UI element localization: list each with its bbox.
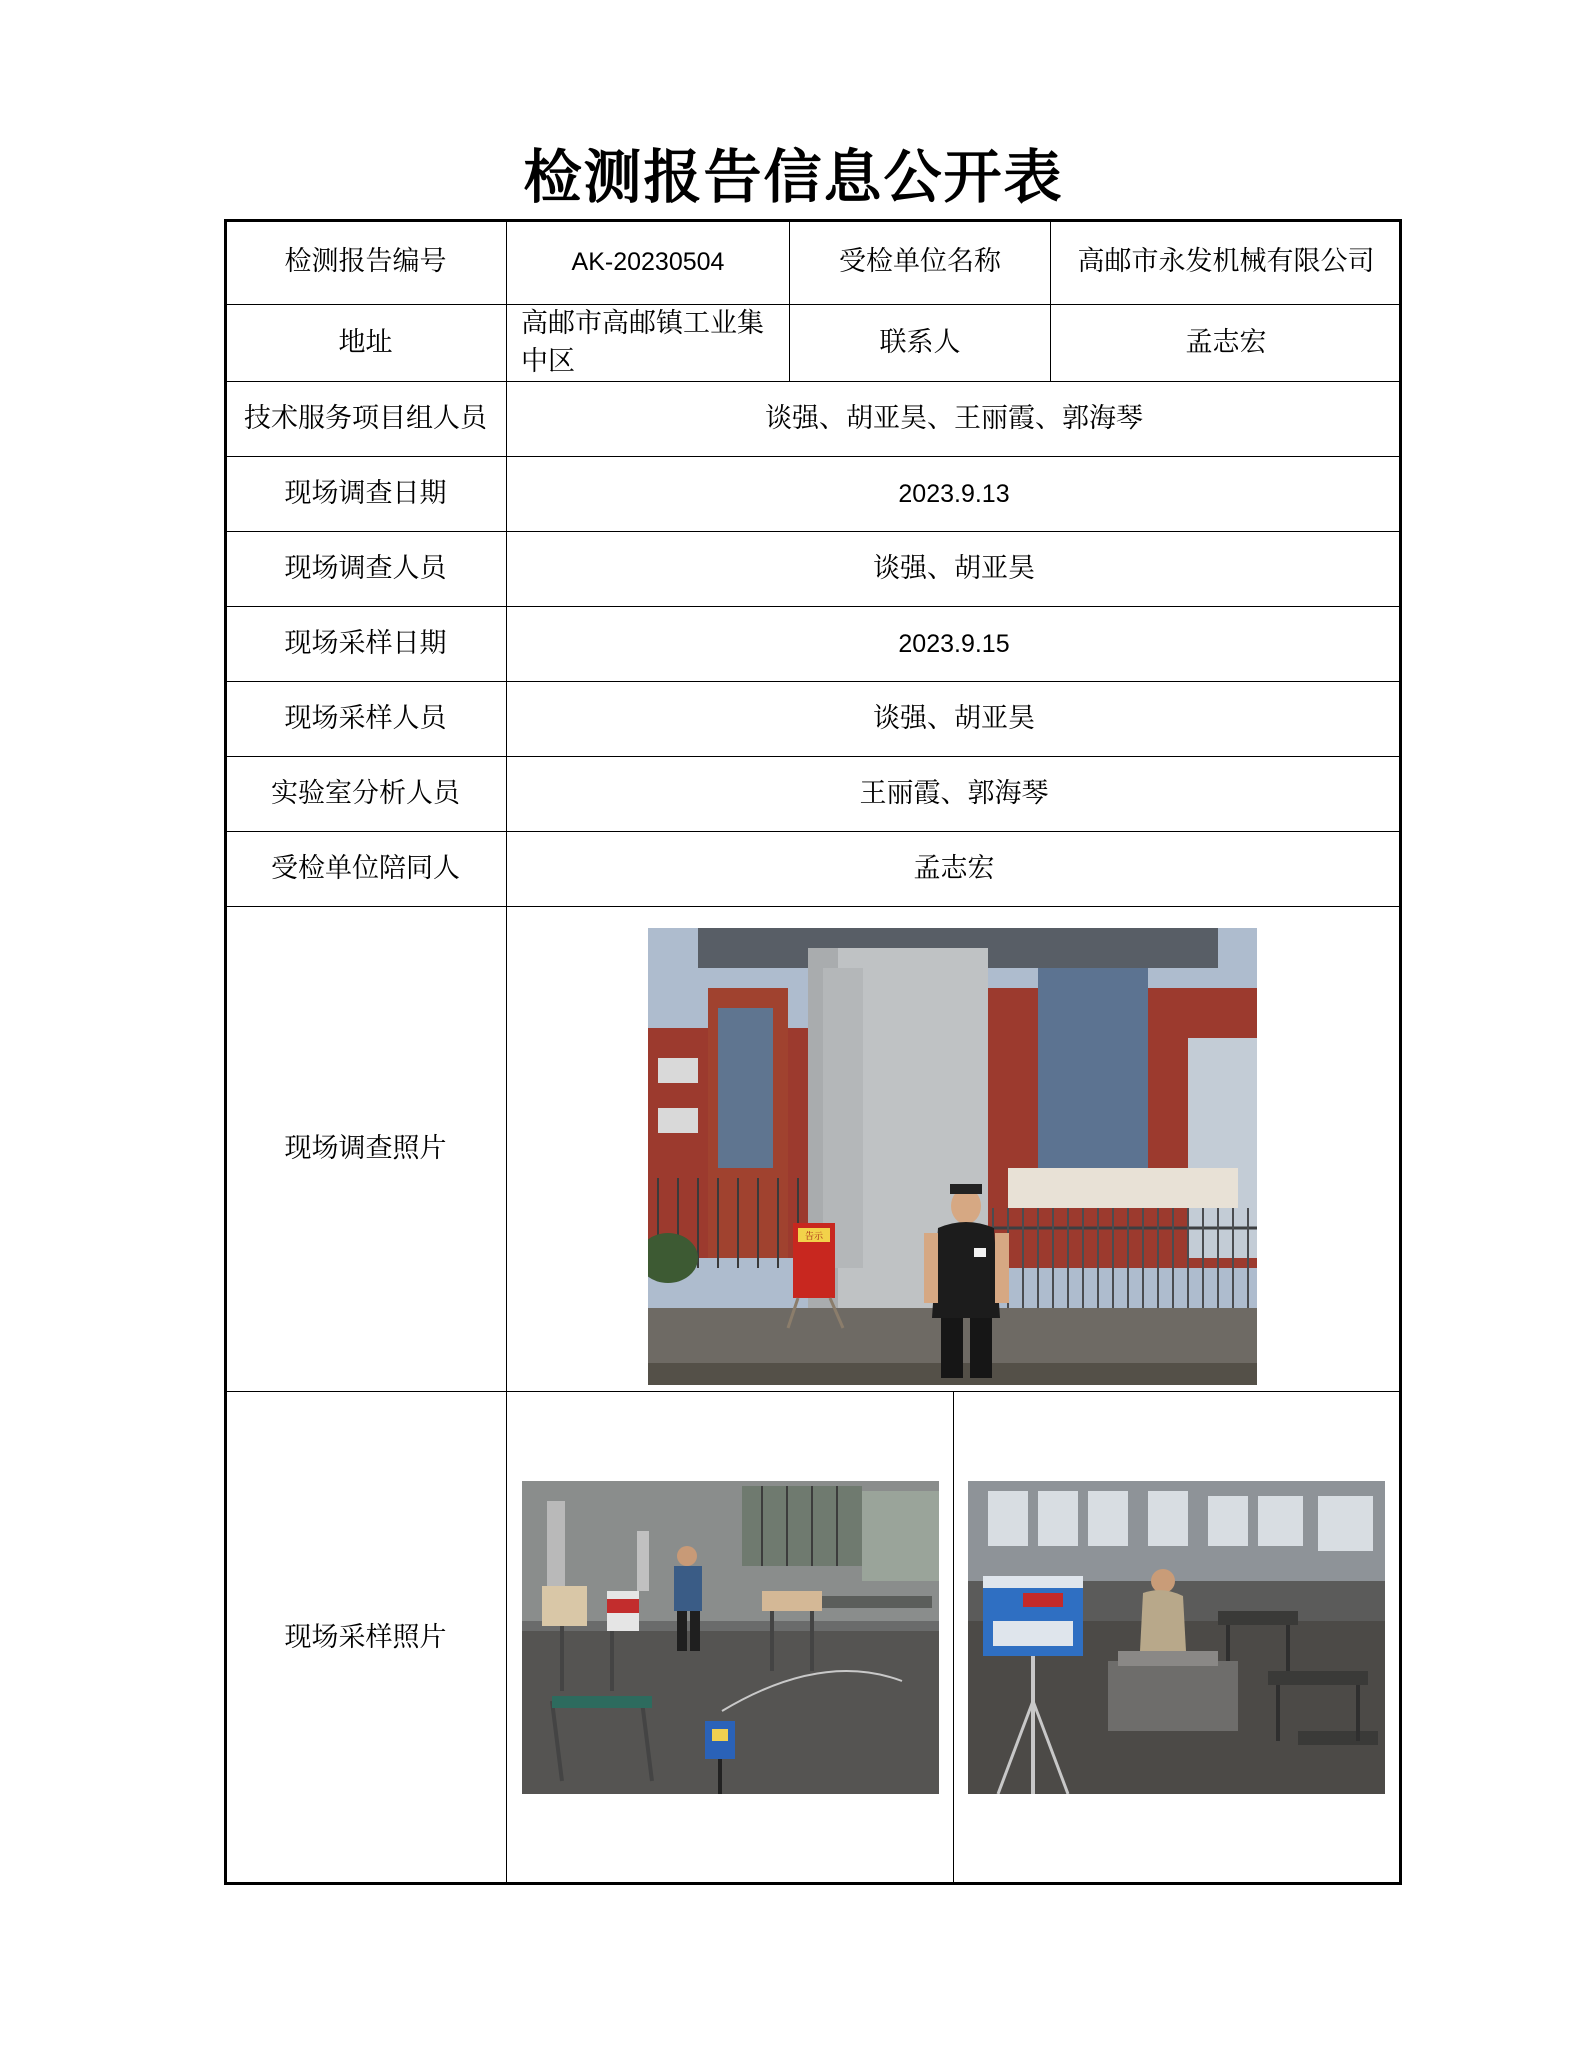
address-value xyxy=(506,304,790,382)
row-label: 技术服务项目组人员 xyxy=(224,381,507,457)
contact-label: 联系人 xyxy=(789,304,1051,382)
row-label: 现场调查人员 xyxy=(224,531,507,607)
row-value: 王丽霞、郭海琴 xyxy=(506,756,1402,832)
row-label: 实验室分析人员 xyxy=(224,756,507,832)
row-label: 现场采样人员 xyxy=(224,681,507,757)
unit-name-value: 高邮市永发机械有限公司 xyxy=(1050,219,1402,305)
survey-photo xyxy=(648,928,1257,1385)
sign-header: 告示 xyxy=(804,1232,824,1242)
address-label: 地址 xyxy=(224,304,507,382)
row-value: 2023.9.15 xyxy=(506,606,1402,682)
row-label: 现场调查日期 xyxy=(224,456,507,532)
report-no-label: 检测报告编号 xyxy=(224,219,507,305)
contact-value: 孟志宏 xyxy=(1050,304,1402,382)
row-value: 孟志宏 xyxy=(506,831,1402,907)
row-value: 2023.9.13 xyxy=(506,456,1402,532)
row-label: 受检单位陪同人 xyxy=(224,831,507,907)
row-value: 谈强、胡亚昊、王丽霞、郭海琴 xyxy=(506,381,1402,457)
report-no-value: AK-20230504 xyxy=(506,219,790,305)
unit-name-label: 受检单位名称 xyxy=(789,219,1051,305)
row-value: 谈强、胡亚昊 xyxy=(506,531,1402,607)
survey-photo-label: 现场调查照片 xyxy=(224,906,507,1392)
sampling-photo-1 xyxy=(522,1481,939,1794)
page-title: 检测报告信息公开表 xyxy=(523,143,1064,211)
row-value: 谈强、胡亚昊 xyxy=(506,681,1402,757)
address-line1: 高邮市高邮镇工业集 xyxy=(521,308,764,340)
address-line2: 中区 xyxy=(521,346,575,377)
sampling-photo-label: 现场采样照片 xyxy=(224,1391,507,1885)
row-label: 现场采样日期 xyxy=(224,606,507,682)
sampling-photo-2 xyxy=(968,1481,1385,1794)
